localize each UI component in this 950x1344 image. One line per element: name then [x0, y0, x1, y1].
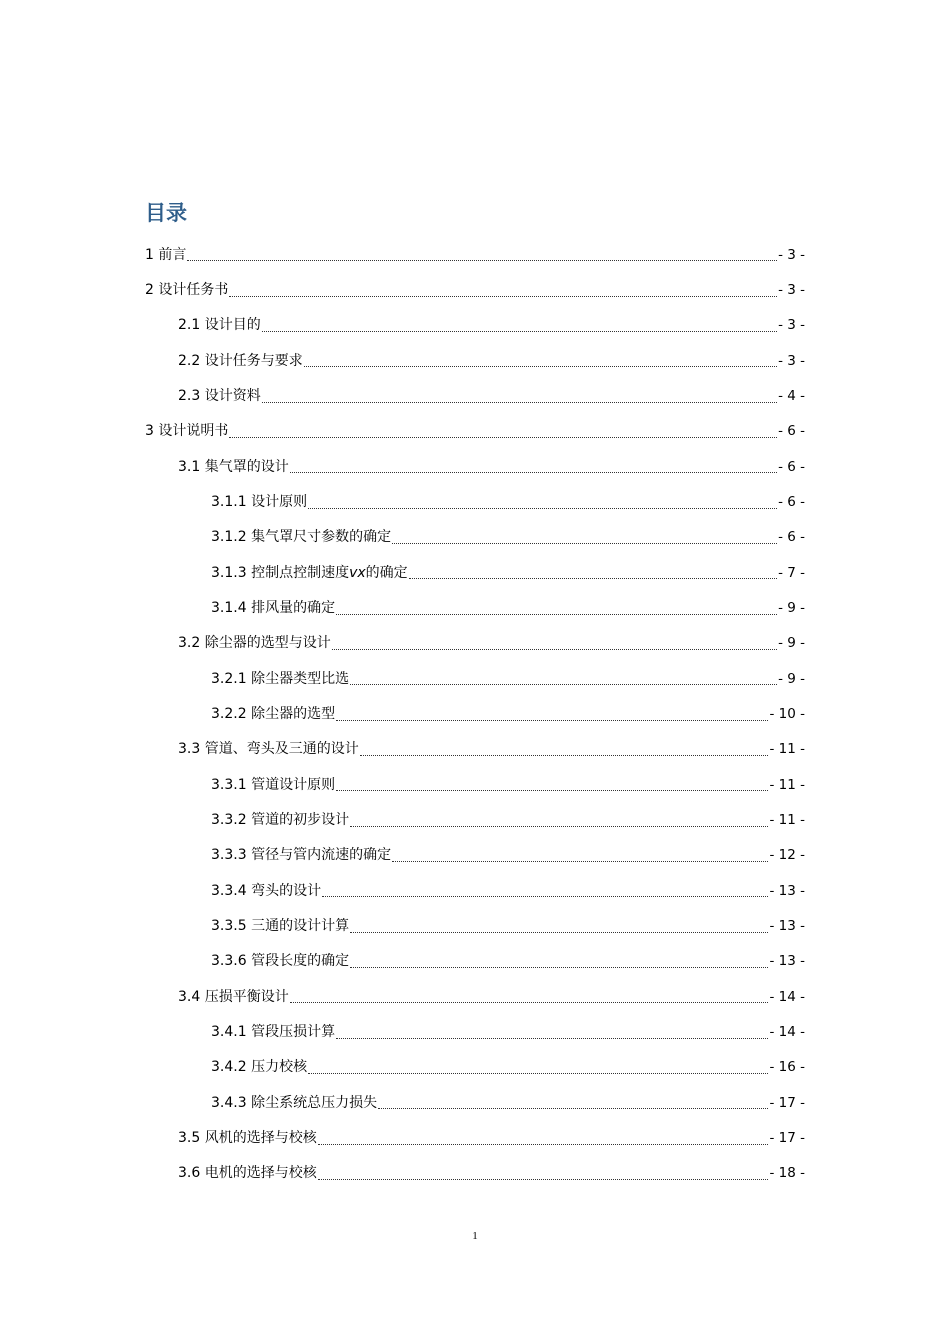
toc-dot-leader — [304, 366, 777, 367]
toc-entry[interactable] — [0, 944, 950, 979]
toc-entry-page: - 12 - — [769, 847, 805, 864]
toc-entry[interactable] — [0, 908, 950, 943]
toc-entry-title: 三通的设计计算 — [251, 917, 350, 934]
toc-title: 目录 — [145, 201, 187, 225]
toc-dot-leader — [350, 684, 777, 685]
toc-entry-title: 集气罩尺寸参数的确定 — [251, 529, 392, 546]
toc-entry[interactable] — [0, 1014, 950, 1049]
toc-list — [0, 237, 950, 1191]
toc-entry[interactable] — [0, 873, 950, 908]
toc-entry-title: 管道的初步设计 — [251, 811, 350, 828]
toc-dot-leader — [229, 296, 777, 297]
toc-dot-leader — [336, 614, 777, 615]
toc-entry-title: 集气罩的设计 — [204, 458, 289, 475]
toc-entry-title: 设计资料 — [204, 387, 261, 404]
toc-entry[interactable] — [0, 696, 950, 731]
toc-entry-number: 3.1.4 — [211, 599, 247, 616]
toc-entry-title-variable: vx — [349, 564, 366, 581]
toc-entry[interactable] — [0, 767, 950, 802]
toc-entry-title: 设计说明书 — [158, 423, 229, 440]
toc-dot-leader — [350, 826, 768, 827]
toc-dot-leader — [336, 790, 768, 791]
toc-entry-title-text: 的确定 — [365, 564, 408, 581]
toc-dot-leader — [332, 649, 777, 650]
toc-entry-number: 3.4.2 — [211, 1059, 247, 1076]
toc-entry-page: - 14 - — [769, 1023, 805, 1040]
toc-entry-page: - 4 - — [778, 387, 805, 404]
toc-entry-page: - 9 - — [778, 635, 805, 652]
toc-entry-number: 3.3.2 — [211, 811, 247, 828]
toc-entry-page: - 7 - — [778, 564, 805, 581]
toc-entry-title: 压损平衡设计 — [204, 988, 289, 1005]
toc-entry-page: - 3 - — [778, 246, 805, 263]
toc-entry-page: - 17 - — [769, 1129, 805, 1146]
toc-dot-leader — [187, 260, 777, 261]
toc-entry-title: 管段长度的确定 — [251, 953, 350, 970]
toc-entry[interactable] — [0, 661, 950, 696]
toc-entry-number: 3.1.3 — [211, 564, 247, 581]
toc-dot-leader — [322, 896, 768, 897]
toc-entry-title: 电机的选择与校核 — [204, 1165, 317, 1182]
toc-entry-page: - 13 - — [769, 917, 805, 934]
toc-entry-title: 除尘器的选型 — [251, 705, 336, 722]
toc-entry[interactable] — [0, 1120, 950, 1155]
toc-entry-page: - 6 - — [778, 493, 805, 510]
toc-entry-page: - 11 - — [769, 776, 805, 793]
toc-entry[interactable] — [0, 979, 950, 1014]
toc-entry-title: 管段压损计算 — [251, 1023, 336, 1040]
toc-entry[interactable] — [0, 343, 950, 378]
toc-entry-page: - 9 - — [778, 670, 805, 687]
toc-entry-title: 设计任务与要求 — [204, 352, 303, 369]
toc-entry-title: 压力校核 — [251, 1059, 308, 1076]
toc-entry-title: 风机的选择与校核 — [204, 1129, 317, 1146]
toc-entry-number: 2.3 — [178, 387, 201, 404]
toc-entry[interactable] — [0, 555, 950, 590]
toc-dot-leader — [336, 720, 768, 721]
toc-dot-leader — [308, 508, 777, 509]
toc-entry[interactable] — [0, 272, 950, 307]
toc-entry-title: 管径与管内流速的确定 — [251, 847, 392, 864]
toc-entry-number: 3.3 — [178, 741, 201, 758]
toc-entry[interactable] — [0, 802, 950, 837]
toc-entry-title-text: 控制点控制速度 — [251, 564, 350, 581]
toc-entry-number: 3.2.1 — [211, 670, 247, 687]
toc-entry-title: 设计目的 — [204, 317, 261, 334]
toc-entry-number: 3.3.3 — [211, 847, 247, 864]
toc-entry-page: - 13 - — [769, 882, 805, 899]
toc-entry[interactable] — [0, 590, 950, 625]
toc-dot-leader — [290, 472, 777, 473]
toc-entry-title: 弯头的设计 — [251, 882, 322, 899]
toc-entry-number: 3.1.2 — [211, 529, 247, 546]
toc-entry-page: - 16 - — [769, 1059, 805, 1076]
toc-entry-number: 3.1.1 — [211, 493, 247, 510]
toc-entry-title: 除尘器类型比选 — [251, 670, 350, 687]
toc-entry-number: 3.3.4 — [211, 882, 247, 899]
toc-entry-page: - 3 - — [778, 281, 805, 298]
toc-entry-number: 2 — [145, 281, 154, 298]
toc-entry-title: 管道、弯头及三通的设计 — [204, 741, 359, 758]
toc-entry-page: - 13 - — [769, 953, 805, 970]
toc-dot-leader — [262, 402, 777, 403]
toc-entry[interactable] — [0, 484, 950, 519]
toc-entry-page: - 6 - — [778, 458, 805, 475]
toc-entry-number: 3.4 — [178, 988, 201, 1005]
toc-entry-number: 3.3.6 — [211, 953, 247, 970]
toc-dot-leader — [308, 1073, 768, 1074]
toc-dot-leader — [262, 331, 777, 332]
toc-entry-title: 排风量的确定 — [251, 599, 336, 616]
toc-entry-number: 2.1 — [178, 317, 201, 334]
toc-entry[interactable] — [0, 237, 950, 272]
toc-entry-title: 前言 — [158, 246, 187, 263]
toc-entry[interactable] — [0, 449, 950, 484]
toc-dot-leader — [350, 967, 768, 968]
toc-entry-number: 3.3.5 — [211, 917, 247, 934]
toc-entry-page: - 3 - — [778, 317, 805, 334]
toc-entry-number: 2.2 — [178, 352, 201, 369]
toc-entry-number: 3.2.2 — [211, 705, 247, 722]
toc-entry[interactable] — [0, 414, 950, 449]
toc-entry[interactable] — [0, 732, 950, 767]
toc-entry-title — [251, 563, 408, 583]
toc-dot-leader — [290, 1002, 769, 1003]
toc-dot-leader — [229, 437, 777, 438]
toc-entry-number: 3.6 — [178, 1165, 201, 1182]
toc-entry-title: 除尘系统总压力损失 — [251, 1094, 378, 1111]
toc-entry-page: - 10 - — [769, 705, 805, 722]
toc-dot-leader — [409, 578, 777, 579]
toc-dot-leader — [336, 1038, 768, 1039]
toc-entry-page: - 14 - — [769, 988, 805, 1005]
toc-entry-page: - 18 - — [769, 1165, 805, 1182]
toc-entry-title: 设计任务书 — [158, 281, 229, 298]
toc-entry[interactable] — [0, 520, 950, 555]
toc-entry[interactable] — [0, 308, 950, 343]
toc-entry-page: - 17 - — [769, 1094, 805, 1111]
toc-dot-leader — [350, 932, 768, 933]
toc-entry-page: - 6 - — [778, 529, 805, 546]
toc-entry-number: 3.1 — [178, 458, 201, 475]
toc-entry-number: 3.4.1 — [211, 1023, 247, 1040]
toc-entry-page: - 3 - — [778, 352, 805, 369]
toc-entry[interactable] — [0, 626, 950, 661]
toc-entry-number: 3.3.1 — [211, 776, 247, 793]
toc-dot-leader — [318, 1179, 769, 1180]
toc-entry[interactable] — [0, 1156, 950, 1191]
toc-entry-page: - 9 - — [778, 599, 805, 616]
toc-entry-title: 管道设计原则 — [251, 776, 336, 793]
toc-dot-leader — [392, 861, 768, 862]
toc-dot-leader — [318, 1144, 769, 1145]
toc-entry-page: - 11 - — [769, 741, 805, 758]
toc-entry-title: 除尘器的选型与设计 — [204, 635, 331, 652]
toc-dot-leader — [360, 755, 769, 756]
toc-entry-page: - 11 - — [769, 811, 805, 828]
toc-entry-number: 3.2 — [178, 635, 201, 652]
toc-entry[interactable] — [0, 838, 950, 873]
toc-entry[interactable] — [0, 1085, 950, 1120]
toc-entry[interactable] — [0, 378, 950, 413]
toc-entry-number: 1 — [145, 246, 154, 263]
toc-entry-number: 3.5 — [178, 1129, 201, 1146]
toc-dot-leader — [378, 1108, 768, 1109]
toc-entry-page: - 6 - — [778, 423, 805, 440]
toc-dot-leader — [392, 543, 777, 544]
toc-entry[interactable] — [0, 1050, 950, 1085]
toc-entry-number: 3.4.3 — [211, 1094, 247, 1111]
toc-entry-number: 3 — [145, 423, 154, 440]
page-number: 1 — [472, 1230, 478, 1242]
toc-entry-title: 设计原则 — [251, 493, 308, 510]
